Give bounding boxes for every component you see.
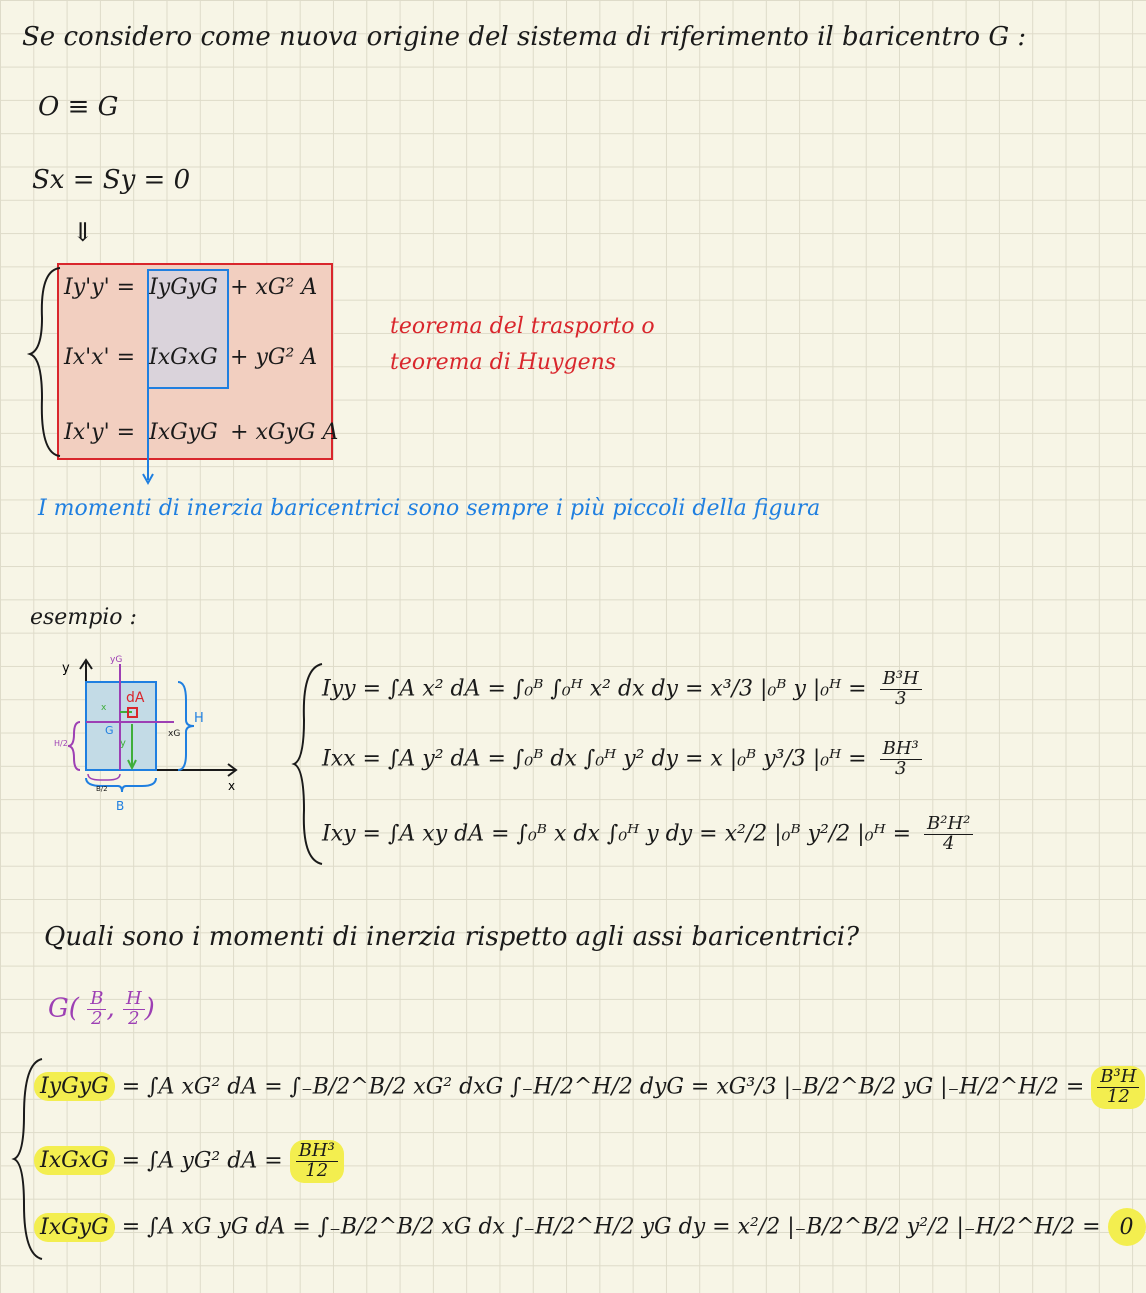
centroid-coords: G( $\frac{B}{2}$ , $\frac{H}{2}$ ) xyxy=(48,988,155,1029)
B-label: B xyxy=(116,799,125,813)
G-label: G xyxy=(105,724,114,737)
bary-eq-2: IxGxG = ∫A yG² dA = $\frac{\text{BH³}}{12}$ xyxy=(34,1140,344,1183)
yG-axis-label: yG xyxy=(110,655,123,665)
intro-line-1: Se considero come nuova origine del sistema di riferimento il baricentro G : xyxy=(22,22,1027,52)
transport-row-2: Ix'x' = IxGxG + yG² A xyxy=(64,345,318,370)
H-label: H xyxy=(194,711,204,726)
example-eq-2: Ixx = ∫A y² dA = ∫₀ᴮ dx ∫₀ᴴ y² dy = x |₀ᴮ y³/3 |₀ᴴ = $\frac{\text{BH³}}{3}$ xyxy=(322,740,922,779)
example-eq-1: Iyy = ∫A x² dA = ∫₀ᴮ ∫₀ᴴ x² dx dy = x³/3 |₀ᴮ y |₀ᴴ = $\frac{\text{B³H}}{3}$ xyxy=(322,670,922,709)
bary-result-zero: 0 xyxy=(1108,1208,1146,1246)
bary-lhs-2: IxGxG xyxy=(34,1146,115,1175)
intro-line-3: Sx = Sy = 0 xyxy=(32,165,191,195)
rectangle-figure xyxy=(50,650,250,820)
B2-label: B/2 xyxy=(96,785,108,793)
y-axis-label: y xyxy=(62,661,70,676)
theorem-label-1: teorema del trasporto o xyxy=(390,314,655,339)
theorem-label-2: teorema di Huygens xyxy=(390,350,617,375)
question-text: Quali sono i momenti di inerzia rispetto agli assi baricentrici? xyxy=(44,922,860,952)
bary-lhs-3: IxGyG xyxy=(34,1213,115,1242)
bary-eq-3: IxGyG = ∫A xG yG dA = ∫₋B/2^B/2 xG dx ∫₋H/2^H/2 yG dy = x²/2 |₋B/2^B/2 y²/2 |₋H/2^H/2 = 0 xyxy=(34,1208,1146,1246)
dA-label: dA xyxy=(126,690,145,706)
implies-arrow-icon: ⇓ xyxy=(72,218,94,248)
H2-label: H/2 xyxy=(54,739,68,748)
bary-lhs-1: IyGyG xyxy=(34,1072,115,1101)
transport-row-3: Ix'y' = IxGyG + xGyG A xyxy=(64,420,339,445)
xG-axis-label: xG xyxy=(168,729,181,739)
example-eq-3: Ixy = ∫A xy dA = ∫₀ᴮ x dx ∫₀ᴴ y dy = x²/2 |₀ᴮ y²/2 |₀ᴴ = $\frac{\text{B²H²}}{4}$ xyxy=(322,815,973,854)
x-dist-label: x xyxy=(101,703,107,713)
intro-line-2: O ≡ G xyxy=(38,92,119,122)
bary-eq-1: IyGyG = ∫A xG² dA = ∫₋B/2^B/2 xG² dxG ∫₋H/2^H/2 dyG = xG³/3 |₋B/2^B/2 yG |₋H/2^H/2 = $\frac{\text{B³H}}{12}$ xyxy=(34,1066,1145,1109)
barycentric-note: I momenti di inerzia baricentrici sono sempre i più piccoli della figura xyxy=(38,496,821,521)
x-axis-label: x xyxy=(228,779,236,793)
y-dist-label: y xyxy=(120,738,126,749)
example-label: esempio : xyxy=(30,605,137,630)
transport-row-1: Iy'y' = IyGyG + xG² A xyxy=(64,275,318,300)
